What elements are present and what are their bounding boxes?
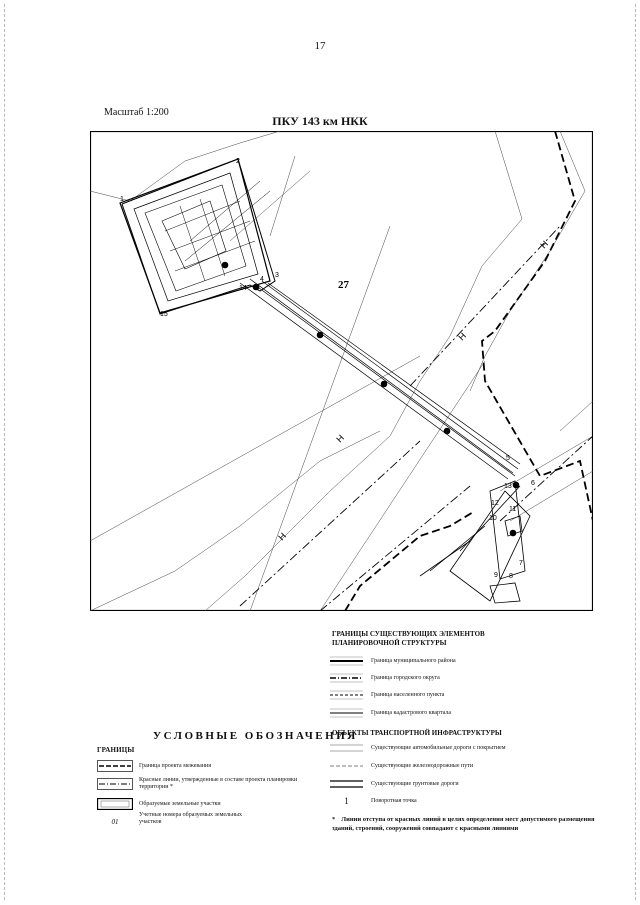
point-label-13: 13: [504, 483, 512, 490]
red-line-marker: Н: [456, 330, 469, 343]
legend-text: Граница проекта межевания: [139, 762, 211, 769]
point-label-4: 4: [260, 276, 264, 283]
municipal-boundary-symbol: [330, 656, 363, 666]
survey-boundary-symbol: [97, 760, 133, 772]
legend-section-transport: ОБЪЕКТЫ ТРАНСПОРТНОЙ ИНФРАСТРУКТУРЫ: [332, 729, 502, 737]
legend-row-dirt-road: [330, 779, 459, 789]
point-label-1: 1: [120, 196, 124, 203]
cadastral-map: [90, 131, 593, 611]
legend-text: Учетные номера образуемых земельных участков: [139, 812, 243, 825]
note-text: Линии отступа от красных линий в целях определения мест допустимого размещения зданий, строений, сооружений совпадают с красными линиями: [332, 816, 595, 832]
legend-row-paved-road: [330, 743, 505, 753]
map-title: ПКУ 143 км НКК: [272, 114, 368, 128]
legend-row-city: [330, 673, 440, 683]
legend-section-boundaries: ГРАНИЦЫ: [97, 746, 135, 754]
point-label-15: 15: [160, 311, 168, 318]
legend-row-parcel-numbers: [97, 812, 312, 826]
legend-row-railway: [330, 761, 473, 771]
legend-text: Граница городского округа: [371, 674, 440, 681]
red-lines-symbol: [97, 778, 133, 790]
legend-text: Существующие грунтовые дороги: [371, 780, 459, 787]
legend-text: Граница населенного пункта: [371, 691, 445, 698]
legend-text: Образуемые земельные участки: [139, 800, 221, 807]
point-label-10: 10: [489, 515, 497, 522]
city-boundary-symbol: [330, 673, 363, 683]
red-line-marker: Н: [538, 238, 551, 251]
point-label-6: 6: [531, 480, 535, 487]
legend-section-planning: ГРАНИЦЫ СУЩЕСТВУЮЩИХ ЭЛЕМЕНТОВ ПЛАНИРОВОЧНОЙ СТРУКТУРЫ: [332, 630, 485, 647]
legend-row-survey-boundary: [97, 760, 211, 772]
paved-road-symbol: [330, 743, 363, 753]
page-number: 17: [314, 40, 326, 52]
point-label-7: 7: [519, 560, 523, 567]
settlement-boundary-symbol: [330, 690, 363, 700]
legend-text: Существующие автомобильные дороги с покрытием: [371, 744, 506, 751]
legend-title: УСЛОВНЫЕ ОБОЗНАЧЕНИЯ: [153, 730, 358, 742]
note-bullet: *: [332, 816, 336, 823]
quarter-label: 27: [338, 279, 349, 291]
turning-point-symbol: 1: [344, 796, 349, 806]
point-label-9: 9: [494, 572, 498, 579]
legend-row-parcels: [97, 798, 221, 810]
legend-text: Существующие железнодорожные пути: [371, 762, 474, 769]
point-label-3: 3: [275, 272, 279, 279]
cadastral-boundary-symbol: [330, 708, 363, 718]
point-label-8: 8: [509, 573, 513, 580]
red-line-note: [332, 815, 597, 833]
legend-row-red-lines: [97, 777, 312, 791]
point-label-2: 2: [236, 158, 240, 165]
red-line-marker: Н: [276, 530, 289, 543]
point-label-12: 12: [491, 500, 499, 507]
red-line-marker: Н: [334, 432, 347, 445]
legend-row-cadastral: [330, 708, 451, 718]
point-label-14: 14: [239, 285, 247, 292]
parcel-number-symbol: 01: [111, 818, 119, 826]
legend-row-settlement: [330, 690, 444, 700]
legend-text: Красные линии, утвержденные в составе проекта планировки территории *: [139, 777, 298, 790]
legend-text: Граница кадастрового квартала: [371, 709, 452, 716]
parcel-symbol: [97, 798, 133, 810]
dirt-road-symbol: [330, 779, 363, 789]
map-scale: Масштаб 1:200: [104, 107, 169, 118]
legend-row-turning-point: [330, 796, 417, 806]
legend-text: Граница муниципального района: [371, 657, 456, 664]
point-label-5: 5: [506, 455, 510, 462]
legend-text: Поворотная точка: [371, 797, 417, 804]
railway-symbol: [330, 761, 363, 771]
point-label-11: 11: [509, 506, 517, 513]
legend-row-municipal: [330, 656, 456, 666]
